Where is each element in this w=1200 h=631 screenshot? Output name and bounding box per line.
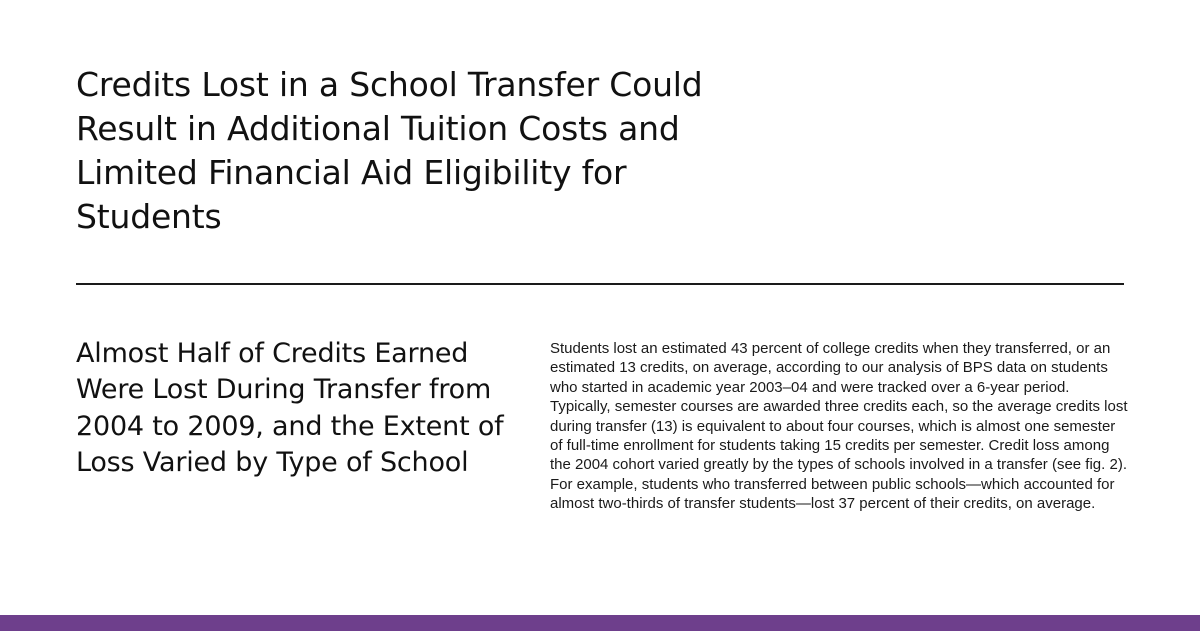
- page-title: Credits Lost in a School Transfer Could Result in Additional Tuition Costs and Limited Financial Aid Eligibility for Students: [76, 65, 703, 236]
- section-divider: [76, 283, 1124, 285]
- section-body-text: Students lost an estimated 43 percent of college credits when they transferred, or an estimated 13 credits, on average, according to our analysis of BPS data on students who started in academic year 2003–04 and were tracked over a 6-year period. Typically, semester courses are awarded three credits each, so the average credits lost during transfer (13) is equivalent to about four courses, which is almost one semester of full-time enrollment for students taking 15 credits per semester. Credit loss among the 2004 cohort varied greatly by the types of schools involved in a transfer (see fig. 2). For example, students who transferred between public schools—which accounted for almost two-thirds of transfer students—lost 37 percent of their credits, on average.: [550, 340, 1128, 513]
- section-heading: Almost Half of Credits Earned Were Lost During Transfer from 2004 to 2009, and the Extent of Loss Varied by Type of School: [76, 338, 504, 478]
- accent-bar: [0, 615, 1200, 631]
